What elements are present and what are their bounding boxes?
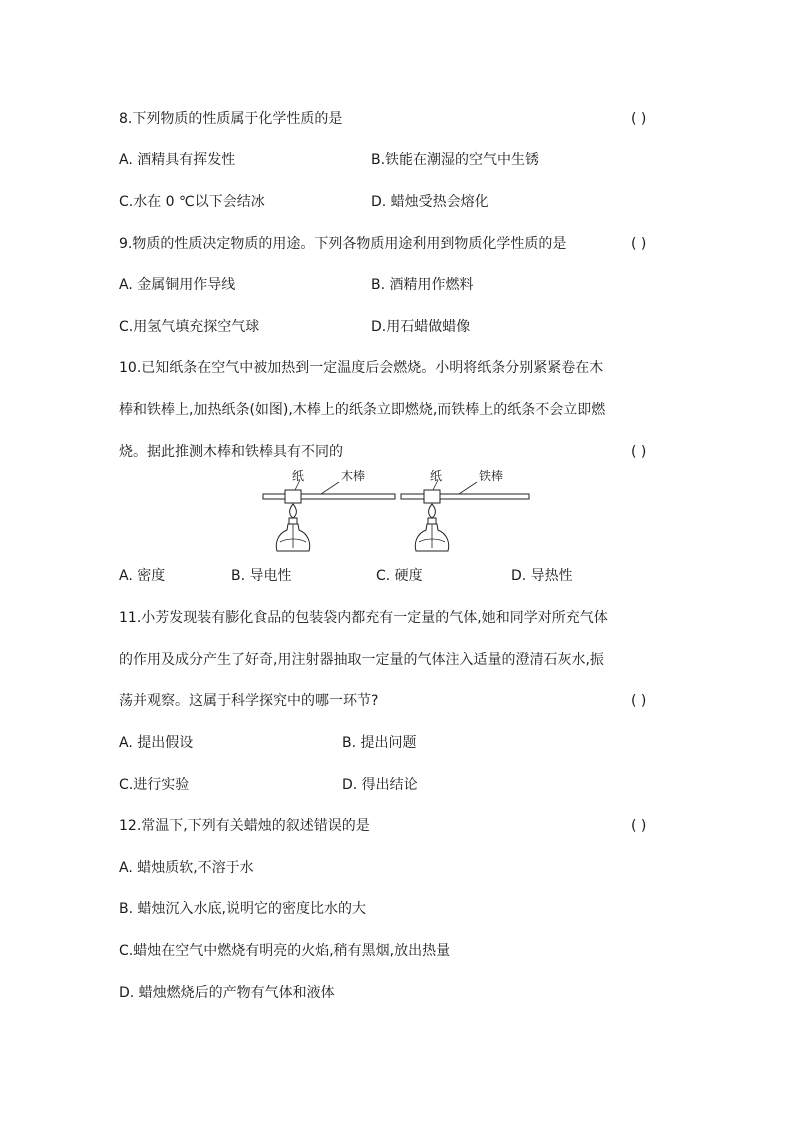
- q11-stem-line1: 11.小芳发现装有膨化食品的包装袋内都充有一定量的气体,她和同学对所充气体: [119, 610, 608, 626]
- q9-option-b: B. 酒精用作燃料: [371, 277, 474, 293]
- q11-option-a: A. 提出假设: [119, 735, 194, 751]
- q12-answer-bracket: ( ): [631, 818, 647, 834]
- q8-option-d: D. 蜡烛受热会熔化: [371, 194, 489, 210]
- flame-right: [429, 504, 436, 518]
- q11-option-d: D. 得出结论: [342, 777, 418, 793]
- q10-figure: [255, 468, 545, 558]
- q10-option-a: A. 密度: [119, 568, 166, 584]
- q9-option-c: C.用氢气填充探空气球: [119, 319, 260, 335]
- label-paper-right: 纸: [430, 469, 443, 483]
- iron-rod-apparatus: [401, 468, 529, 551]
- wood-rod: [263, 494, 395, 499]
- q8-stem: 8.下列物质的性质属于化学性质的是: [119, 111, 343, 127]
- q8-option-b: B.铁能在潮湿的空气中生锈: [371, 152, 540, 168]
- q12-option-a: A. 蜡烛质软,不溶于水: [119, 860, 254, 876]
- paper-wrap-left: [285, 490, 301, 503]
- q12-option-c: C.蜡烛在空气中燃烧有明亮的火焰,稍有黑烟,放出热量: [119, 943, 451, 959]
- flame-left: [290, 504, 297, 518]
- q10-option-d: D. 导热性: [511, 568, 573, 584]
- q12-option-d: D. 蜡烛燃烧后的产物有气体和液体: [119, 985, 335, 1001]
- q8-answer-bracket: ( ): [631, 111, 647, 127]
- q12-stem: 12.常温下,下列有关蜡烛的叙述错误的是: [119, 818, 370, 834]
- q10-option-c: C. 硬度: [376, 568, 423, 584]
- wood-rod-apparatus: [263, 468, 395, 551]
- label-iron-rod: 铁棒: [479, 469, 504, 483]
- q10-answer-bracket: ( ): [631, 444, 647, 460]
- q10-stem-line1: 10.已知纸条在空气中被加热到一定温度后会燃烧。小明将纸条分别紧紧卷在木: [119, 360, 604, 376]
- q11-option-c: C.进行实验: [119, 777, 190, 793]
- paper-wrap-right: [424, 490, 440, 503]
- q11-option-b: B. 提出问题: [342, 735, 417, 751]
- iron-rod: [401, 494, 529, 499]
- label-paper-left: 纸: [292, 469, 305, 483]
- label-wood-rod: 木棒: [341, 469, 366, 483]
- q9-answer-bracket: ( ): [631, 236, 647, 252]
- q10-stem-line3: 烧。据此推测木棒和铁棒具有不同的: [119, 444, 343, 460]
- q10-stem-line2: 棒和铁棒上,加热纸条(如图),木棒上的纸条立即燃烧,而铁棒上的纸条不会立即燃: [119, 402, 606, 418]
- q11-answer-bracket: ( ): [631, 693, 647, 709]
- q9-stem: 9.物质的性质决定物质的用途。下列各物质用途利用到物质化学性质的是: [119, 236, 567, 252]
- q11-stem-line2: 的作用及成分产生了好奇,用注射器抽取一定量的气体注入适量的澄清石灰水,振: [119, 652, 604, 668]
- q10-option-b: B. 导电性: [231, 568, 292, 584]
- q8-option-a: A. 酒精具有挥发性: [119, 152, 236, 168]
- q9-option-d: D.用石蜡做蜡像: [371, 319, 471, 335]
- rod-heating-diagram: [255, 468, 545, 558]
- q12-option-b: B. 蜡烛沉入水底,说明它的密度比水的大: [119, 901, 366, 917]
- q9-option-a: A. 金属铜用作导线: [119, 277, 236, 293]
- q8-option-c: C.水在 0 ℃以下会结冰: [119, 194, 265, 210]
- q11-stem-line3: 荡并观察。这属于科学探究中的哪一环节?: [119, 693, 379, 709]
